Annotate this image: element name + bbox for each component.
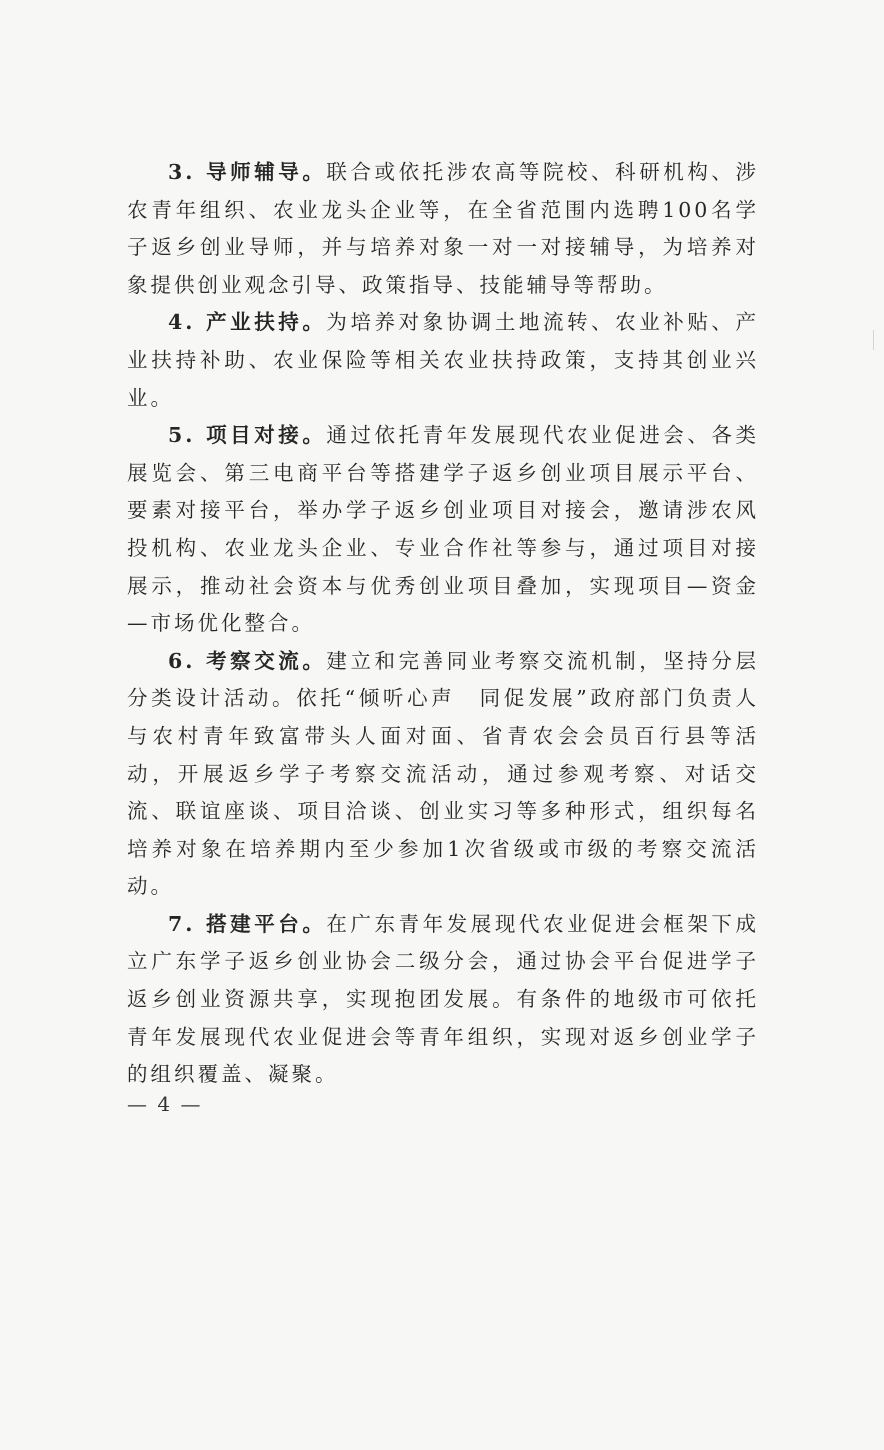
paragraph-project-matching [127, 417, 759, 643]
paragraph-mentor-guidance [127, 154, 759, 304]
scan-edge-mark [873, 330, 874, 350]
paragraph-text: 在广东青年发展现代农业促进会框架下成立广东学子返乡创业协会二级分会，通过协会平台促进学子返乡创业资源共享，实现抱团发展。有条件的地级市可依托青年发展现代农业促进会等青年组织，实现对返乡创业学子的组织覆盖、凝聚。 [127, 911, 759, 1087]
paragraph-build-platform [127, 906, 759, 1094]
paragraph-text: 联合或依托涉农高等院校、科研机构、涉农青年组织、农业龙头企业等，在全省范围内选聘100名学子返乡创业导师，并与培养对象一对一对接辅导，为培养对象提供创业观念引导、政策指导、技能辅导等帮助。 [127, 160, 759, 297]
paragraph-text: 通过依托青年发展现代农业促进会、各类展览会、第三电商平台等搭建学子返乡创业项目展示平台、要素对接平台，举办学子返乡创业项目对接会，邀请涉农风投机构、农业龙头企业、专业合作社等参与，通过项目对接展示，推动社会资本与优秀创业项目叠加，实现项目—资金—市场优化整合。 [127, 423, 759, 636]
paragraph-industry-support [127, 304, 759, 417]
paragraph-heading: 4. 产业扶持。 [168, 310, 327, 335]
paragraph-heading: 7. 搭建平台。 [168, 911, 327, 936]
paragraph-heading: 6. 考察交流。 [168, 648, 327, 673]
paragraph-heading: 3. 导师辅导。 [168, 160, 327, 184]
page-number: — 4 — [127, 1092, 203, 1116]
paragraph-heading: 5. 项目对接。 [168, 423, 327, 448]
document-body [127, 154, 759, 1094]
paragraph-study-exchange [127, 643, 759, 906]
paragraph-text: 为培养对象协调土地流转、农业补贴、产业扶持补助、农业保险等相关农业扶持政策，支持其创业兴业。 [127, 310, 759, 410]
paragraph-text: 建立和完善同业考察交流机制，坚持分层分类设计活动。依托“倾听心声 同促发展”政府部门负责人与农村青年致富带头人面对面、省青农会会员百行县等活动，开展返乡学子考察交流活动，通过参观考察、对话交流、联谊座谈、项目洽谈、创业实习等多种形式，组织每名培养对象在培养期内至少参加1次省级或市级的考察交流活动。 [127, 648, 759, 899]
